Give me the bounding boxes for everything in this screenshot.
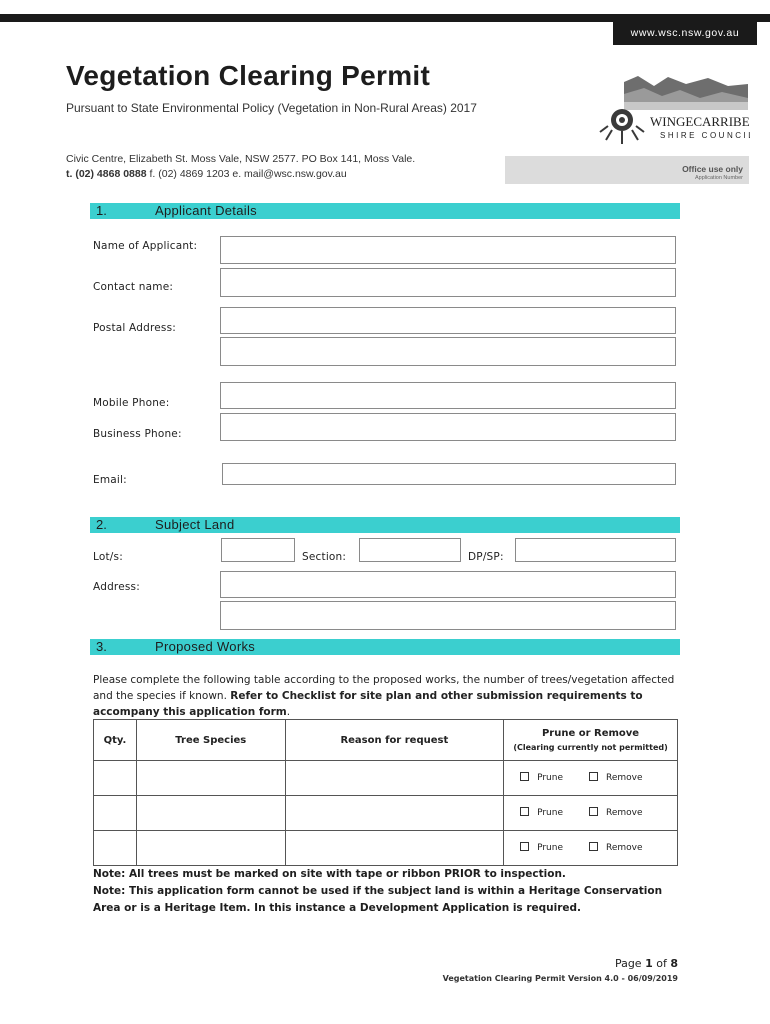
council-address: Civic Centre, Elizabeth St. Moss Vale, NSW 2577. PO Box 141, Moss Vale.	[66, 153, 416, 165]
species-cell[interactable]	[136, 761, 285, 796]
instructions-emphasis: Refer to Checklist for site plan and other submission requirements to accompany this application form	[93, 690, 643, 718]
instructions-text: Please complete the following table according to the proposed works, the number of trees/vegetation affected and the species if known.	[93, 674, 675, 702]
page-current: 1	[645, 957, 653, 970]
header-prune-remove	[504, 720, 678, 761]
prune-remove-cell	[504, 796, 678, 831]
council-phone: t. (02) 4868 0888	[66, 168, 147, 180]
label-lots: Lot/s:	[93, 551, 123, 563]
label-mobile: Mobile Phone:	[93, 397, 170, 409]
section-header-proposed-works	[90, 639, 680, 655]
prune-remove-cell	[504, 831, 678, 866]
note-heritage: Note: This application form cannot be used if the subject land is within a Heritage Conservation Area or is a Heritage Item. In this instance a Development Application is required.	[93, 885, 663, 914]
postal-address-input-1[interactable]	[220, 307, 676, 334]
table-row	[94, 761, 678, 796]
council-contact	[66, 168, 347, 180]
lots-input[interactable]	[221, 538, 295, 562]
prune-label: Prune	[537, 773, 563, 783]
form-version: Vegetation Clearing Permit Version 4.0 - 06/09/2019	[442, 974, 678, 983]
section-title: Subject Land	[155, 517, 235, 532]
mobile-phone-input[interactable]	[220, 382, 676, 409]
section-number: 1.	[96, 203, 107, 218]
page-of: of	[656, 957, 667, 970]
qty-cell[interactable]	[94, 796, 137, 831]
species-cell[interactable]	[136, 796, 285, 831]
office-use-label: Office use only	[682, 164, 743, 174]
prune-remove-note: (Clearing currently not permitted)	[513, 743, 668, 752]
species-cell[interactable]	[136, 831, 285, 866]
section-number: 3.	[96, 639, 107, 654]
logo-text-council: SHIRE COUNCIL	[660, 131, 750, 140]
prune-remove-title: Prune or Remove	[541, 728, 640, 739]
header-reason: Reason for request	[285, 720, 503, 761]
prune-label: Prune	[537, 808, 563, 818]
waratah-flower-icon	[600, 109, 644, 144]
postal-address-input-2[interactable]	[220, 337, 676, 366]
logo-text-name: WINGECARRIBEE	[650, 114, 750, 129]
label-postal: Postal Address:	[93, 322, 177, 334]
page-subtitle: Pursuant to State Environmental Policy (Vegetation in Non-Rural Areas) 2017	[66, 101, 477, 115]
qty-cell[interactable]	[94, 761, 137, 796]
website-url[interactable]: www.wsc.nsw.gov.au	[613, 22, 757, 45]
proposed-works-instructions: Please complete the following table according to the proposed works, the number of trees/vegetation affected and the species if known. Refer to Checklist for site plan and other submission requirements to accompany this application form.	[93, 674, 675, 718]
page-prefix: Page	[614, 957, 642, 970]
label-email: Email:	[93, 474, 127, 486]
remove-label: Remove	[606, 773, 643, 783]
prune-checkbox[interactable]	[520, 772, 529, 781]
business-phone-input[interactable]	[220, 413, 676, 441]
remove-label: Remove	[606, 808, 643, 818]
section-title: Applicant Details	[155, 203, 257, 218]
table-header-row	[94, 720, 678, 761]
label-name: Name of Applicant:	[93, 240, 198, 252]
section-input[interactable]	[359, 538, 461, 562]
remove-label: Remove	[606, 843, 643, 853]
land-address-input-1[interactable]	[220, 571, 676, 598]
application-number-label: Application Number	[695, 175, 743, 181]
remove-checkbox[interactable]	[589, 772, 598, 781]
section-header-applicant	[90, 203, 680, 219]
office-use-box	[505, 156, 749, 184]
prune-checkbox[interactable]	[520, 807, 529, 816]
prune-label: Prune	[537, 843, 563, 853]
prune-checkbox[interactable]	[520, 842, 529, 851]
table-row	[94, 796, 678, 831]
reason-cell[interactable]	[285, 796, 503, 831]
reason-cell[interactable]	[285, 761, 503, 796]
table-row	[94, 831, 678, 866]
reason-cell[interactable]	[285, 831, 503, 866]
page-title: Vegetation Clearing Permit	[66, 60, 431, 91]
email-input[interactable]	[222, 463, 676, 485]
remove-checkbox[interactable]	[589, 842, 598, 851]
label-business: Business Phone:	[93, 428, 182, 440]
header-qty: Qty.	[94, 720, 137, 761]
label-dpsp: DP/SP:	[468, 551, 504, 563]
contact-name-input[interactable]	[220, 268, 676, 297]
land-address-input-2[interactable]	[220, 601, 676, 630]
page-total: 8	[670, 957, 678, 970]
proposed-works-table	[93, 719, 678, 866]
label-address: Address:	[93, 581, 140, 593]
label-contact: Contact name:	[93, 281, 174, 293]
label-section: Section:	[302, 551, 347, 563]
section-title: Proposed Works	[155, 639, 256, 654]
dpsp-input[interactable]	[515, 538, 676, 562]
header-species: Tree Species	[136, 720, 285, 761]
note-marking: Note: All trees must be marked on site with tape or ribbon PRIOR to inspection.	[93, 868, 566, 880]
prune-remove-cell	[504, 761, 678, 796]
remove-checkbox[interactable]	[589, 807, 598, 816]
qty-cell[interactable]	[94, 831, 137, 866]
applicant-name-input[interactable]	[220, 236, 676, 264]
section-header-subject-land	[90, 517, 680, 533]
top-bar	[0, 14, 770, 22]
council-fax-email: f. (02) 4869 1203 e. mail@wsc.nsw.gov.au	[149, 168, 347, 180]
section-number: 2.	[96, 517, 107, 532]
council-logo	[598, 74, 750, 146]
page-number	[615, 957, 678, 970]
